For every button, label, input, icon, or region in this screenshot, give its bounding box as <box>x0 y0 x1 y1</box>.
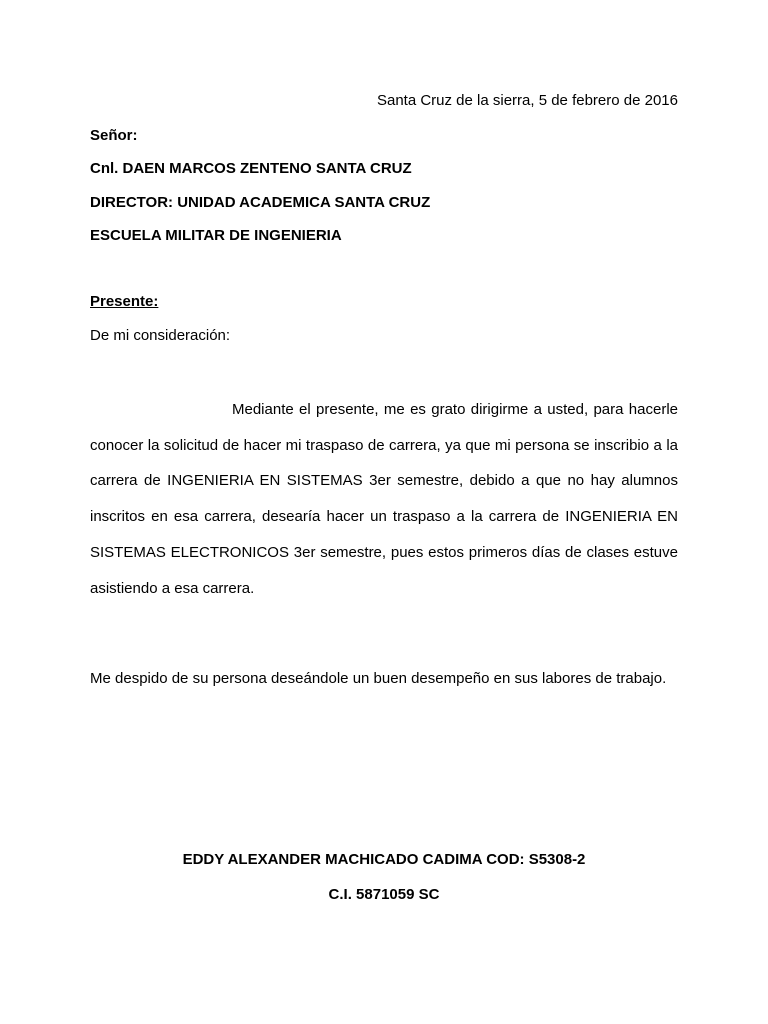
recipient-institution: ESCUELA MILITAR DE INGENIERIA <box>90 227 342 244</box>
signer-name: EDDY ALEXANDER MACHICADO CADIMA COD: S5308-2 <box>182 851 586 868</box>
recipient-position: DIRECTOR: UNIDAD ACADEMICA SANTA CRUZ <box>90 194 431 211</box>
letter-body: Mediante el presente, me es grato dirigirme a usted, para hacerle conocer la solicitud de hacer mi traspaso de carrera, ya que mi persona se inscribio a la carrera de INGENIERIA EN SISTEMAS 3er semestre, debido a que no hay alumnos inscritos en esa carrera, desearía hacer un traspaso a la carrera de INGENIERIA EN SISTEMAS ELECTRONICOS 3er semestre, pues estos primeros días de clases estuve asistiendo a esa carrera. <box>90 401 678 597</box>
date-line: Santa Cruz de la sierra, 5 de febrero de 2016 <box>376 92 678 109</box>
signer-id: C.I. 5871059 SC <box>328 886 440 903</box>
greeting: De mi consideración: <box>90 327 231 344</box>
recipient-name: Cnl. DAEN MARCOS ZENTENO SANTA CRUZ <box>90 160 412 177</box>
presente-label: Presente: <box>90 293 159 310</box>
salutation-title: Señor: <box>90 127 138 144</box>
closing-line: Me despido de su persona deseándole un buen desempeño en sus labores de trabajo. <box>90 670 667 687</box>
